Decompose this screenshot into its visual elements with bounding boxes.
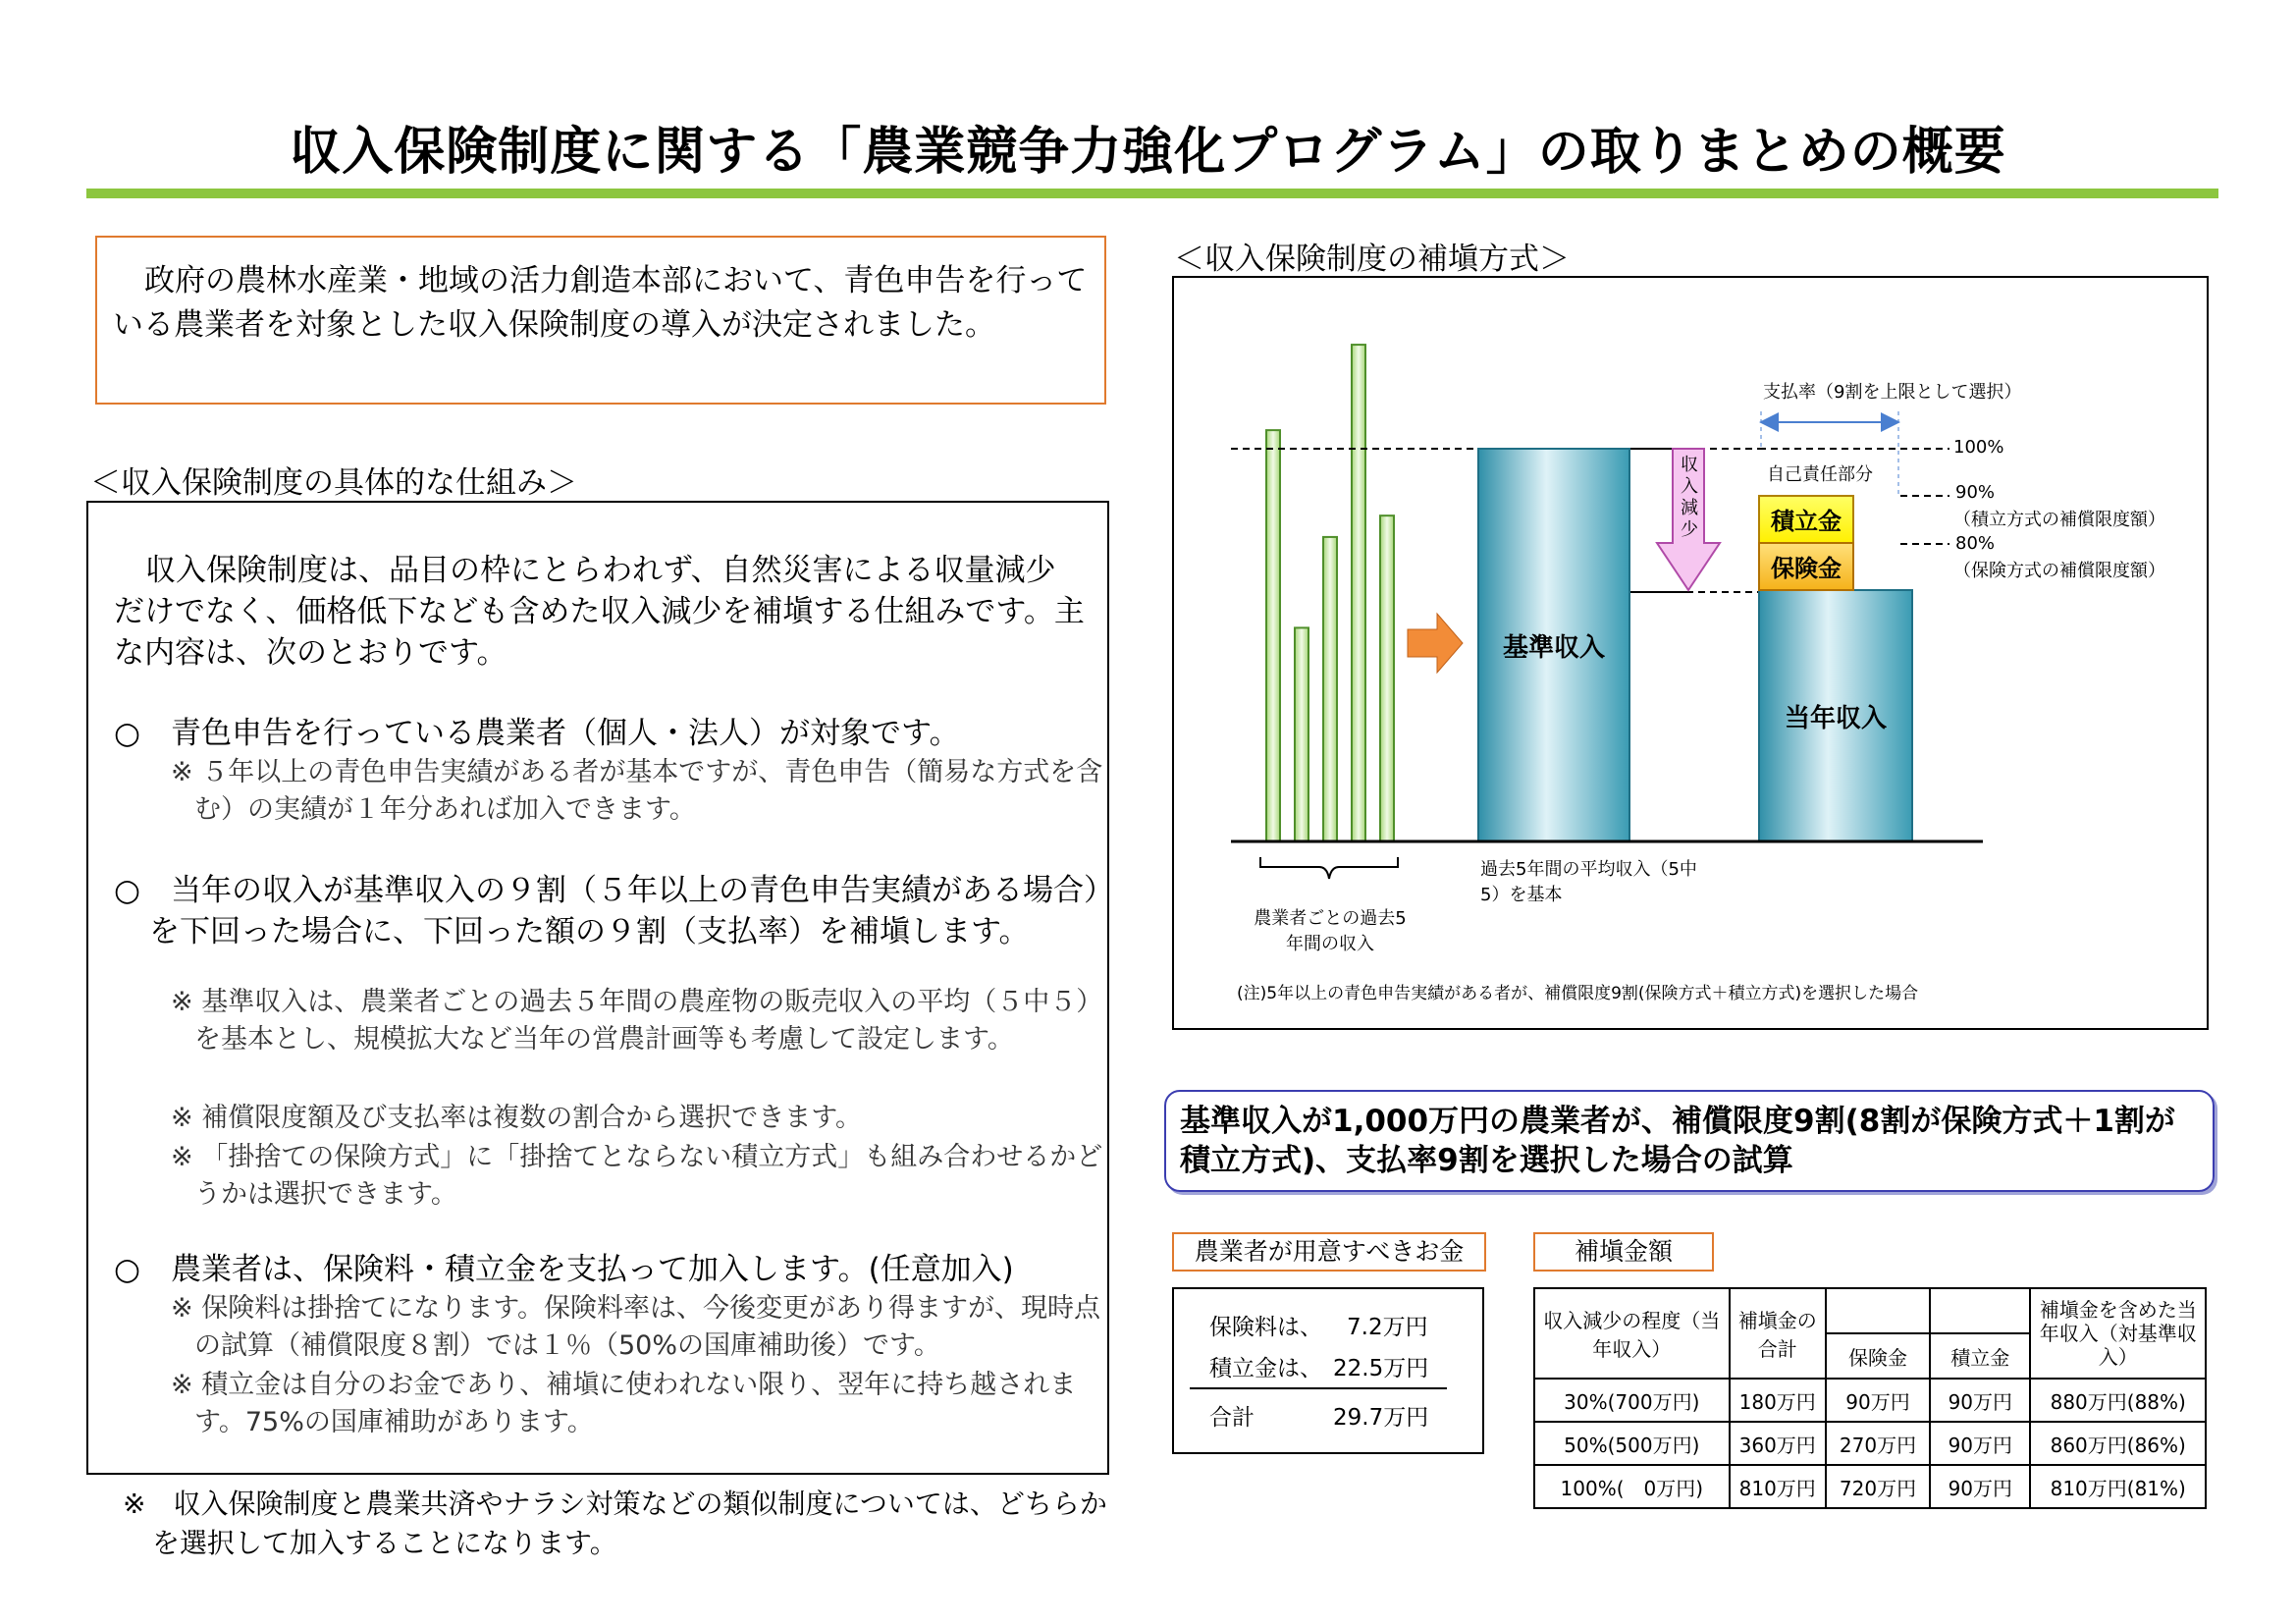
cell: 100%( 0万円) bbox=[1534, 1465, 1730, 1508]
base-income-label: 基準収入 bbox=[1502, 633, 1605, 663]
th-degree: 収入減少の程度（当年収入） bbox=[1534, 1288, 1730, 1379]
cell: 270万円 bbox=[1826, 1422, 1930, 1465]
cell: 860万円(86%) bbox=[2030, 1422, 2206, 1465]
page-title: 収入保険制度に関する「農業競争力強化プログラム」の取りまとめの概要 bbox=[290, 123, 2006, 182]
table-row bbox=[1534, 1465, 2206, 1508]
cell: 810万円(81%) bbox=[2030, 1465, 2206, 1508]
cell: 90万円 bbox=[1930, 1379, 2030, 1422]
example-heading: 基準収入が1,000万円の農業者が、補償限度9割(8割が保険方式＋1割が積立方式)、支払率9割を選択した場合の試算 bbox=[1164, 1090, 2215, 1192]
cell: 810万円 bbox=[1730, 1465, 1826, 1508]
pct-90: 90% bbox=[1955, 482, 1996, 503]
past-income-caption: 農業者ごとの過去5年間の収入 bbox=[1254, 908, 1407, 954]
diagram-heading: ＜収入保険制度の補塡方式＞ bbox=[1174, 242, 1570, 277]
mechanism-box bbox=[86, 501, 1109, 1475]
item-compensation: ○ 当年の収入が基準収入の９割（５年以上の青色申告実績がある場合）を下回った場合に、下回った額の９割（支払率）を補塡します。 bbox=[114, 873, 1099, 949]
cell: 90万円 bbox=[1826, 1379, 1930, 1422]
note-premium: ※ 保険料は掛捨てになります。保険料率は、今後変更があり得ますが、現時点の試算（補償限度８割）では１％（50%の国庫補助後）です。 bbox=[171, 1293, 1101, 1361]
note-target: ※ ５年以上の青色申告実績がある者が基本ですが、青色申告（簡易な方式を含む）の実績が１年分あれば加入できます。 bbox=[171, 757, 1103, 825]
mechanism-heading: ＜収入保険制度の具体的な仕組み＞ bbox=[90, 465, 577, 501]
past-income-bar bbox=[1295, 627, 1308, 841]
cell: 90万円 bbox=[1930, 1465, 2030, 1508]
th-total: 補塡金の合計 bbox=[1730, 1288, 1826, 1379]
reserve-cost-value: 22.5万円 bbox=[1333, 1356, 1429, 1381]
total-label: 合計 bbox=[1209, 1405, 1255, 1431]
insurance-label: 保険金 bbox=[1771, 555, 1842, 582]
pct-100: 100% bbox=[1953, 437, 2004, 458]
right-arrow-icon bbox=[1408, 614, 1463, 673]
total-value: 29.7万円 bbox=[1333, 1405, 1429, 1431]
th-reserve: 積立金 bbox=[1930, 1333, 2030, 1379]
premium-value: 7.2万円 bbox=[1347, 1315, 1428, 1340]
decrease-label: 収入減少 bbox=[1681, 455, 1698, 540]
intro-box: 政府の農林水産業・地域の活力創造本部において、青色申告を行っている農業者を対象とした収入保険制度の導入が決定されました。 bbox=[95, 236, 1106, 405]
table-row bbox=[1534, 1379, 2206, 1422]
item-target: ○ 青色申告を行っている農業者（個人・法人）が対象です。 bbox=[114, 716, 960, 751]
note-base-income: ※ 基準収入は、農業者ごとの過去５年間の農産物の販売収入の平均（５中５）を基本とし、規模拡大など当年の営農計画等も考慮して設定します。 bbox=[171, 987, 1103, 1055]
past-income-bars bbox=[1266, 345, 1394, 841]
th-with: 補塡金を含めた当年収入（対基準収入） bbox=[2030, 1288, 2206, 1379]
cell: 90万円 bbox=[1930, 1422, 2030, 1465]
cell: 720万円 bbox=[1826, 1465, 1930, 1508]
item-payment: ○ 農業者は、保険料・積立金を支払って加入します。(任意加入) bbox=[114, 1252, 1014, 1287]
cell: 180万円 bbox=[1730, 1379, 1826, 1422]
past-income-bar bbox=[1323, 537, 1337, 841]
cost-label: 農業者が用意すべきお金 bbox=[1172, 1232, 1486, 1272]
th-insurance: 保険金 bbox=[1826, 1333, 1930, 1379]
past-income-bar bbox=[1380, 515, 1394, 841]
th-blank-2 bbox=[1930, 1288, 2030, 1333]
title-underline bbox=[86, 189, 2218, 198]
cell: 30%(700万円) bbox=[1534, 1379, 1730, 1422]
past-income-bar bbox=[1266, 430, 1280, 841]
sum-divider bbox=[1190, 1387, 1447, 1389]
reserve-cost-label: 積立金は、 bbox=[1209, 1356, 1322, 1381]
pct-80-note: （保険方式の補償限度額） bbox=[1953, 561, 2165, 581]
brace-icon bbox=[1260, 857, 1398, 879]
average-caption: 過去5年間の平均収入（5中5）を基本 bbox=[1480, 859, 1697, 905]
pct-90-note: （積立方式の補償限度額） bbox=[1953, 510, 2165, 530]
premium-label: 保険料は、 bbox=[1209, 1315, 1322, 1340]
note-options: ※ 補償限度額及び支払率は複数の割合から選択できます。 bbox=[171, 1103, 863, 1133]
cell: 880万円(88%) bbox=[2030, 1379, 2206, 1422]
pct-80: 80% bbox=[1955, 533, 1996, 554]
cell: 360万円 bbox=[1730, 1422, 1826, 1465]
past-income-bar bbox=[1352, 345, 1365, 841]
diagram-note: (注)5年以上の青色申告実績がある者が、補償限度9割(保険方式＋積立方式)を選択した場合 bbox=[1237, 984, 1919, 1003]
payout-table bbox=[1533, 1287, 2207, 1509]
table-row bbox=[1534, 1422, 2206, 1465]
payout-label: 補塡金額 bbox=[1533, 1232, 1714, 1272]
current-income-label: 当年収入 bbox=[1784, 704, 1887, 733]
cell: 50%(500万円) bbox=[1534, 1422, 1730, 1465]
cost-box bbox=[1172, 1287, 1484, 1454]
reserve-label: 積立金 bbox=[1771, 508, 1842, 535]
note-reserve: ※ 積立金は自分のお金であり、補塡に使われない限り、翌年に持ち越されます。75%の国庫補助があります。 bbox=[171, 1370, 1077, 1437]
self-responsibility-label: 自己責任部分 bbox=[1767, 464, 1873, 485]
mechanism-lead: 収入保険制度は、品目の枠にとらわれず、自然災害による収量減少だけでなく、価格低下なども含めた収入減少を補塡する仕組みです。主な内容は、次のとおりです。 bbox=[114, 553, 1085, 671]
note-combination: ※ 「掛捨ての保険方式」に「掛捨てとならない積立方式」も組み合わせるかどうかは選択できます。 bbox=[171, 1142, 1103, 1210]
th-blank-1 bbox=[1826, 1288, 1930, 1333]
payment-rate-label: 支払率（9割を上限として選択） bbox=[1763, 382, 2022, 403]
diagram-box bbox=[1172, 276, 2209, 1030]
footnote: ※ 収入保険制度と農業共済やナラシ対策などの類似制度については、どちらかを選択して加入することになります。 bbox=[123, 1488, 1107, 1559]
